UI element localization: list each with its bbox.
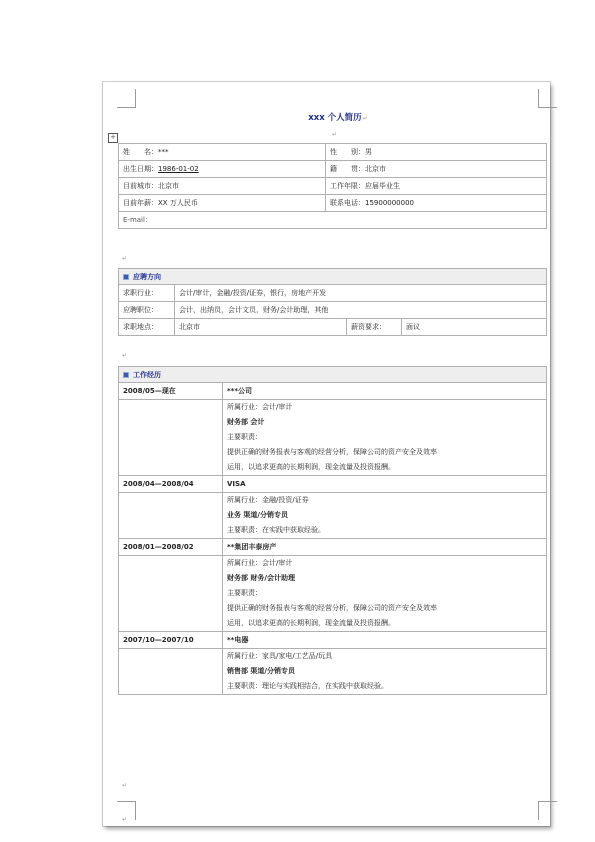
paragraph-mark: ↵ [122,352,128,359]
phone-cell[interactable]: 联系电话：15900000000 [326,195,547,212]
industry-label: 求职行业： [119,285,175,302]
work-duty-line: 提供正确的财务报表与客观的经营分析，保障公司的资产安全及效率 [227,448,437,456]
location-value[interactable]: 北京市 [175,319,347,336]
table-move-handle-icon[interactable]: + [108,133,118,143]
empty-cell [119,556,223,632]
table-row [119,383,547,400]
position-value[interactable]: 会计，出纳员，会计文员，财务/会计助理，其他 [175,302,547,319]
work-detail[interactable] [223,400,547,476]
work-duty-label: 主要职责： [227,589,262,597]
paragraph-mark: ↵ [122,255,128,262]
work-period: 2008/01—2008/02 [119,539,223,556]
work-company[interactable]: VISA [223,476,547,493]
intent-header: 应聘方向 [119,269,547,285]
table-row [119,649,547,695]
position-label: 应聘职位： [119,302,175,319]
crop-mark-top-left [117,89,136,108]
work-dept-role: 销售部 渠道/分销专员 [227,667,295,675]
origin-cell[interactable]: 籍 贯：北京市 [326,161,547,178]
work-industry: 所属行业：会计/审计 [227,559,293,567]
paragraph-mark: ↵ [332,131,338,138]
years-cell[interactable]: 工作年限：应届毕业生 [326,178,547,195]
work-company[interactable]: **电器 [223,632,547,649]
table-row [119,367,547,383]
table-row [119,539,547,556]
work-duty-label: 主要职责： [227,433,262,441]
gender-cell[interactable]: 性 别：男 [326,144,547,161]
personal-info-table [118,143,546,229]
resume-title: xxx 个人简历↵ [308,113,368,123]
work-dept-role: 业务 渠道/分销专员 [227,511,288,519]
work-table [118,366,546,695]
work-duty-line: 主要职责：在实践中获取经验。 [227,526,325,534]
work-period: 2007/10—2007/10 [119,632,223,649]
work-industry: 所属行业：会计/审计 [227,403,293,411]
work-detail[interactable] [223,493,547,539]
table-row [119,476,547,493]
paragraph-mark: ↵ [122,816,128,823]
section-bullet-icon [123,372,129,378]
name-cell[interactable]: 姓 名：*** [119,144,326,161]
work-dept-role: 财务部 财务/会计助理 [227,574,295,582]
salary-cell[interactable]: 目前年薪：XX 万人民币 [119,195,326,212]
crop-mark-bottom-right [538,801,557,820]
city-cell[interactable]: 目前城市：北京市 [119,178,326,195]
table-row [119,195,547,212]
table-row [119,285,547,302]
work-company[interactable]: ***公司 [223,383,547,400]
email-cell[interactable]: E-mail： [119,212,547,229]
table-row [119,400,547,476]
table-row [119,212,547,229]
table-row [119,632,547,649]
work-dept-role: 财务部 会计 [227,418,265,426]
work-duty-line: 提供正确的财务报表与客观的经营分析，保障公司的资产安全及效率 [227,604,437,612]
crop-mark-top-right [538,89,557,108]
table-row [119,269,547,285]
work-industry: 所属行业：金融/投资/证券 [227,496,309,504]
section-bullet-icon [123,274,129,280]
empty-cell [119,493,223,539]
intent-table [118,268,546,336]
work-period: 2008/04—2008/04 [119,476,223,493]
table-row [119,319,547,336]
salary-req-label: 薪资要求： [347,319,402,336]
location-label: 求职地点： [119,319,175,336]
salary-req-value[interactable]: 面议 [402,319,547,336]
table-row [119,493,547,539]
table-row [119,302,547,319]
table-row [119,144,547,161]
work-period: 2008/05—现在 [119,383,223,400]
work-duty-line: 主要职责：理论与实践相结合，在实践中获取经验。 [227,682,388,690]
work-header: 工作经历 [119,367,547,383]
work-duty-line: 运用，以追求更高的长期利润，现金流量及投资报酬。 [227,463,395,471]
empty-cell [119,649,223,695]
work-industry: 所属行业：家具/家电/工艺品/玩具 [227,652,333,660]
table-row [119,161,547,178]
work-detail[interactable] [223,556,547,632]
empty-cell [119,400,223,476]
work-detail[interactable] [223,649,547,695]
paragraph-mark: ↵ [122,782,128,789]
table-row [119,178,547,195]
industry-value[interactable]: 会计/审计，金融/投资/证券，银行，房地产开发 [175,285,547,302]
table-row [119,556,547,632]
dob-cell[interactable]: 出生日期：1986-01-02 [119,161,326,178]
work-company[interactable]: **集团丰泰房产 [223,539,547,556]
work-duty-line: 运用，以追求更高的长期利润，现金流量及投资报酬。 [227,619,395,627]
